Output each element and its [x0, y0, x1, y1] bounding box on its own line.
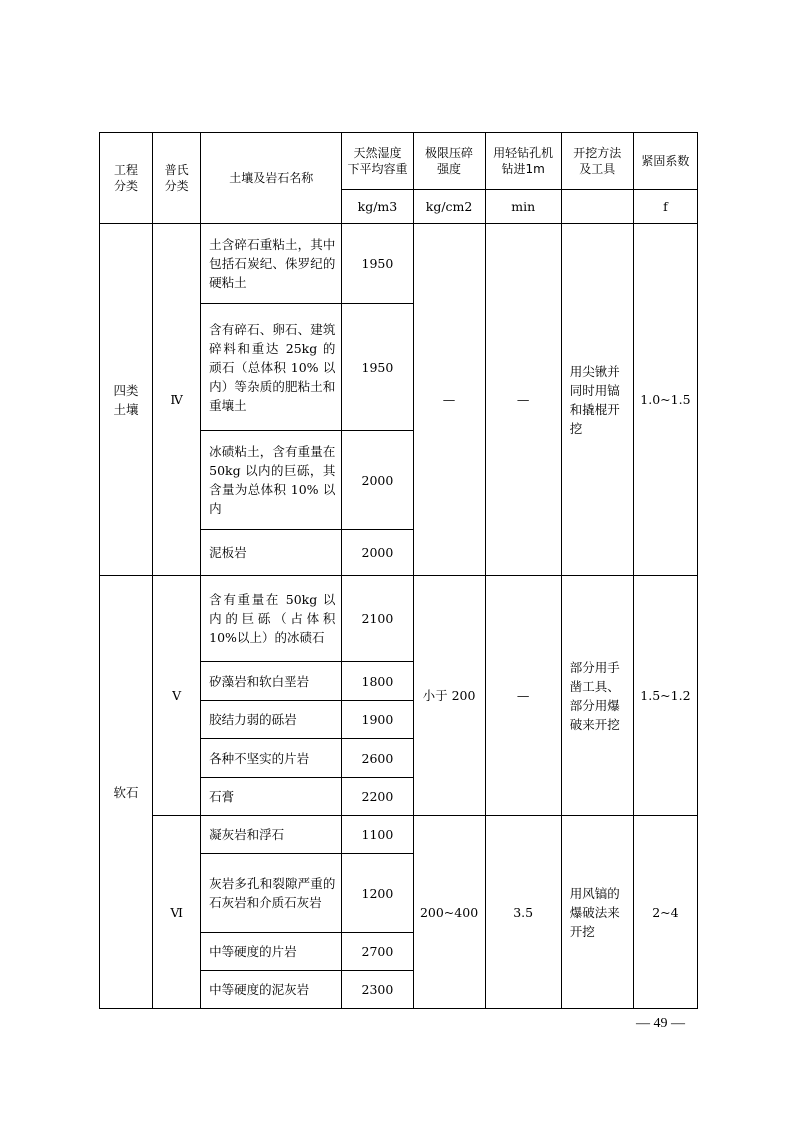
strength-cell: 小于 200 — [413, 576, 485, 816]
density-value: 2000 — [342, 431, 413, 530]
coef-cell: 2~4 — [633, 816, 697, 1009]
density-value: 2700 — [342, 933, 413, 971]
density-value: 2200 — [342, 778, 413, 816]
rock-name: 泥板岩 — [201, 530, 342, 576]
header-method: 开挖方法 及工具 — [561, 133, 633, 190]
density-value: 1950 — [342, 224, 413, 304]
density-value: 1100 — [342, 816, 413, 854]
density-value: 1200 — [342, 854, 413, 933]
rock-classification-table — [99, 132, 698, 1009]
rock-name: 中等硬度的泥灰岩 — [201, 971, 342, 1009]
rock-name: 胶结力弱的砾岩 — [201, 701, 342, 739]
table-row — [100, 224, 698, 304]
header-category: 工程 分类 — [100, 133, 153, 224]
rock-name: 冰碛粘土，含有重量在 50kg 以内的巨砾，其含量为总体积 10% 以内 — [201, 431, 342, 530]
rock-name: 凝灰岩和浮石 — [201, 816, 342, 854]
method-cell: 用尖锹并同时用镐和撬棍开挖 — [561, 224, 633, 576]
rock-name: 中等硬度的片岩 — [201, 933, 342, 971]
strength-cell: 200~400 — [413, 816, 485, 1009]
table-row — [100, 816, 698, 854]
rock-name: 各种不坚实的片岩 — [201, 739, 342, 778]
header-name: 土壤及岩石名称 — [201, 133, 342, 224]
page-number: — 49 — — [636, 1016, 685, 1031]
pu-class-cell: Ⅳ — [153, 224, 201, 576]
density-value: 2600 — [342, 739, 413, 778]
rock-name: 矽藻岩和软白垩岩 — [201, 662, 342, 701]
pu-class-cell: Ⅵ — [153, 816, 201, 1009]
unit-drill: min — [485, 190, 561, 224]
coef-cell: 1.5~1.2 — [633, 576, 697, 816]
unit-coef: f — [633, 190, 697, 224]
header-coef: 紧固系数 — [633, 133, 697, 190]
density-value: 1900 — [342, 701, 413, 739]
header-drill: 用轻钻孔机 钻进1m — [485, 133, 561, 190]
drill-cell: — — [485, 576, 561, 816]
header-density: 天然湿度 下平均容重 — [342, 133, 413, 190]
drill-cell: 3.5 — [485, 816, 561, 1009]
density-value: 1800 — [342, 662, 413, 701]
pu-class-cell: Ⅴ — [153, 576, 201, 816]
category-cell: 软石 — [100, 576, 153, 1009]
density-value: 2300 — [342, 971, 413, 1009]
category-cell: 四类 土壤 — [100, 224, 153, 576]
rock-name: 含有重量在 50kg 以内的巨砾（占体积 10%以上）的冰碛石 — [201, 576, 342, 662]
rock-name: 土含碎石重粘土，其中包括石炭纪、侏罗纪的硬粘土 — [201, 224, 342, 304]
table-row — [100, 576, 698, 662]
unit-method — [561, 190, 633, 224]
unit-density: kg/m3 — [342, 190, 413, 224]
rock-name: 灰岩多孔和裂隙严重的石灰岩和介质石灰岩 — [201, 854, 342, 933]
method-cell: 用风镐的爆破法来开挖 — [561, 816, 633, 1009]
density-value: 2100 — [342, 576, 413, 662]
header-row — [100, 133, 698, 190]
rock-name: 石膏 — [201, 778, 342, 816]
method-cell: 部分用手凿工具、部分用爆破来开挖 — [561, 576, 633, 816]
density-value: 1950 — [342, 304, 413, 431]
strength-cell: — — [413, 224, 485, 576]
header-pu-class: 普氏 分类 — [153, 133, 201, 224]
rock-name: 含有碎石、卵石、建筑碎料和重达 25kg 的顽石（总体积 10% 以内）等杂质的肥粘土和重壤土 — [201, 304, 342, 431]
drill-cell: — — [485, 224, 561, 576]
coef-cell: 1.0~1.5 — [633, 224, 697, 576]
unit-strength: kg/cm2 — [413, 190, 485, 224]
density-value: 2000 — [342, 530, 413, 576]
header-strength: 极限压碎 强度 — [413, 133, 485, 190]
